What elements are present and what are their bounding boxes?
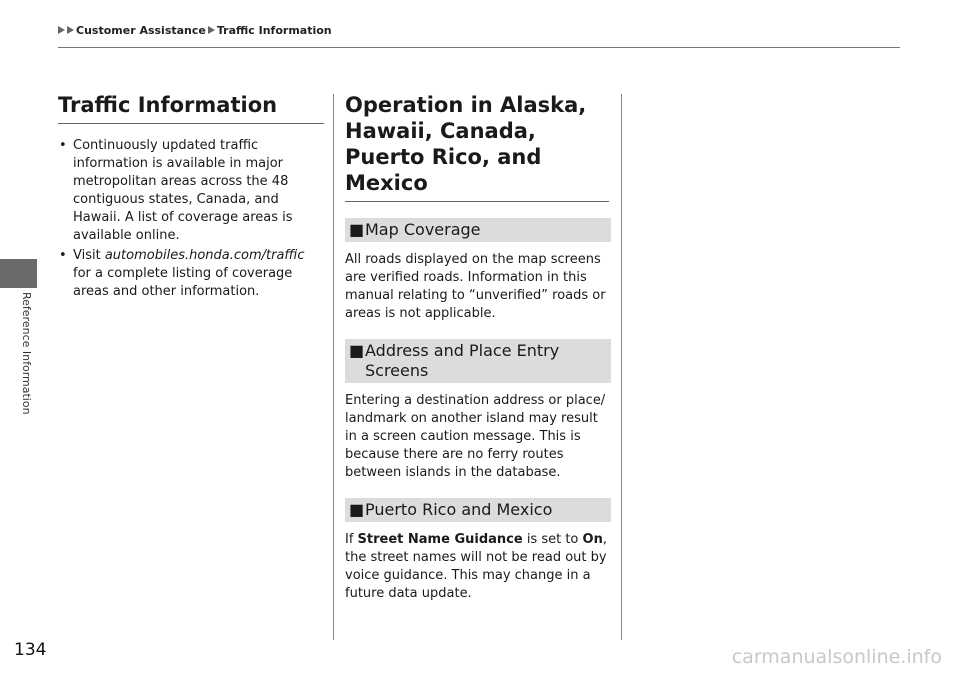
setting-name: Street Name Guidance: [357, 532, 523, 547]
header-divider: [58, 47, 900, 48]
setting-value: On: [582, 532, 603, 547]
square-bullet-icon: ■: [349, 500, 365, 519]
subheading-text: Puerto Rico and Mexico: [365, 500, 553, 519]
breadcrumb: [58, 22, 332, 38]
subheading-address-entry: [345, 339, 611, 383]
subheading-text: Address and Place Entry Screens: [365, 341, 560, 380]
subheading-puerto-rico-mexico: [345, 498, 611, 522]
column-divider: [621, 94, 622, 640]
breadcrumb-item-customer-assistance[interactable]: Customer Assistance: [76, 23, 206, 37]
column-divider: [333, 94, 334, 640]
breadcrumb-arrow-icon: [208, 26, 215, 34]
section-title-operation: Operation in Alaska, Hawaii, Canada, Puerto Rico, and Mexico: [345, 92, 609, 202]
bullet-text: for a complete listing of coverage areas and other information.: [73, 266, 293, 299]
paragraph-text: is set to: [522, 532, 583, 547]
section-title-traffic: Traffic Information: [58, 92, 324, 124]
right-column: [345, 92, 611, 603]
chapter-label: Reference Information: [20, 292, 33, 415]
paragraph-address-entry: Entering a destination address or place/ landmark on another island may result in a screen caution message. This is because there are no ferry routes between islands in the database.: [345, 393, 606, 480]
subheading-text: Map Coverage: [365, 220, 481, 239]
bullet-text: Visit: [73, 248, 105, 263]
square-bullet-icon: ■: [349, 220, 365, 239]
breadcrumb-item-traffic-information[interactable]: Traffic Information: [216, 23, 332, 37]
watermark: carmanualsonline.info: [731, 646, 942, 668]
paragraph-puerto-rico-mexico: [345, 531, 611, 603]
breadcrumb-arrow-icon: [58, 26, 65, 34]
paragraph-map-coverage: All roads displayed on the map screens are verified roads. Information in this manual relating to “unverified” roads or areas is not applicable.: [345, 252, 606, 321]
bullet-item: [58, 247, 324, 301]
page-number: 134: [14, 640, 47, 660]
paragraph-text: If: [345, 532, 358, 547]
traffic-url-link[interactable]: automobiles.honda.com/traffic: [104, 248, 305, 263]
square-bullet-icon: ■: [349, 341, 365, 360]
bullet-list: [58, 137, 324, 301]
paragraph-text: , the street names will not be read out by voice guidance. This may change in a future data update.: [345, 532, 607, 601]
breadcrumb-arrow-icon: [67, 26, 74, 34]
bullet-item: • Continuously updated traffic information is available in major metropolitan areas across the 48 contiguous states, Canada, and Hawaii. A list of coverage areas is available online.: [58, 137, 324, 245]
left-column: [58, 92, 324, 303]
chapter-tab: [0, 259, 37, 288]
subheading-map-coverage: [345, 218, 611, 242]
